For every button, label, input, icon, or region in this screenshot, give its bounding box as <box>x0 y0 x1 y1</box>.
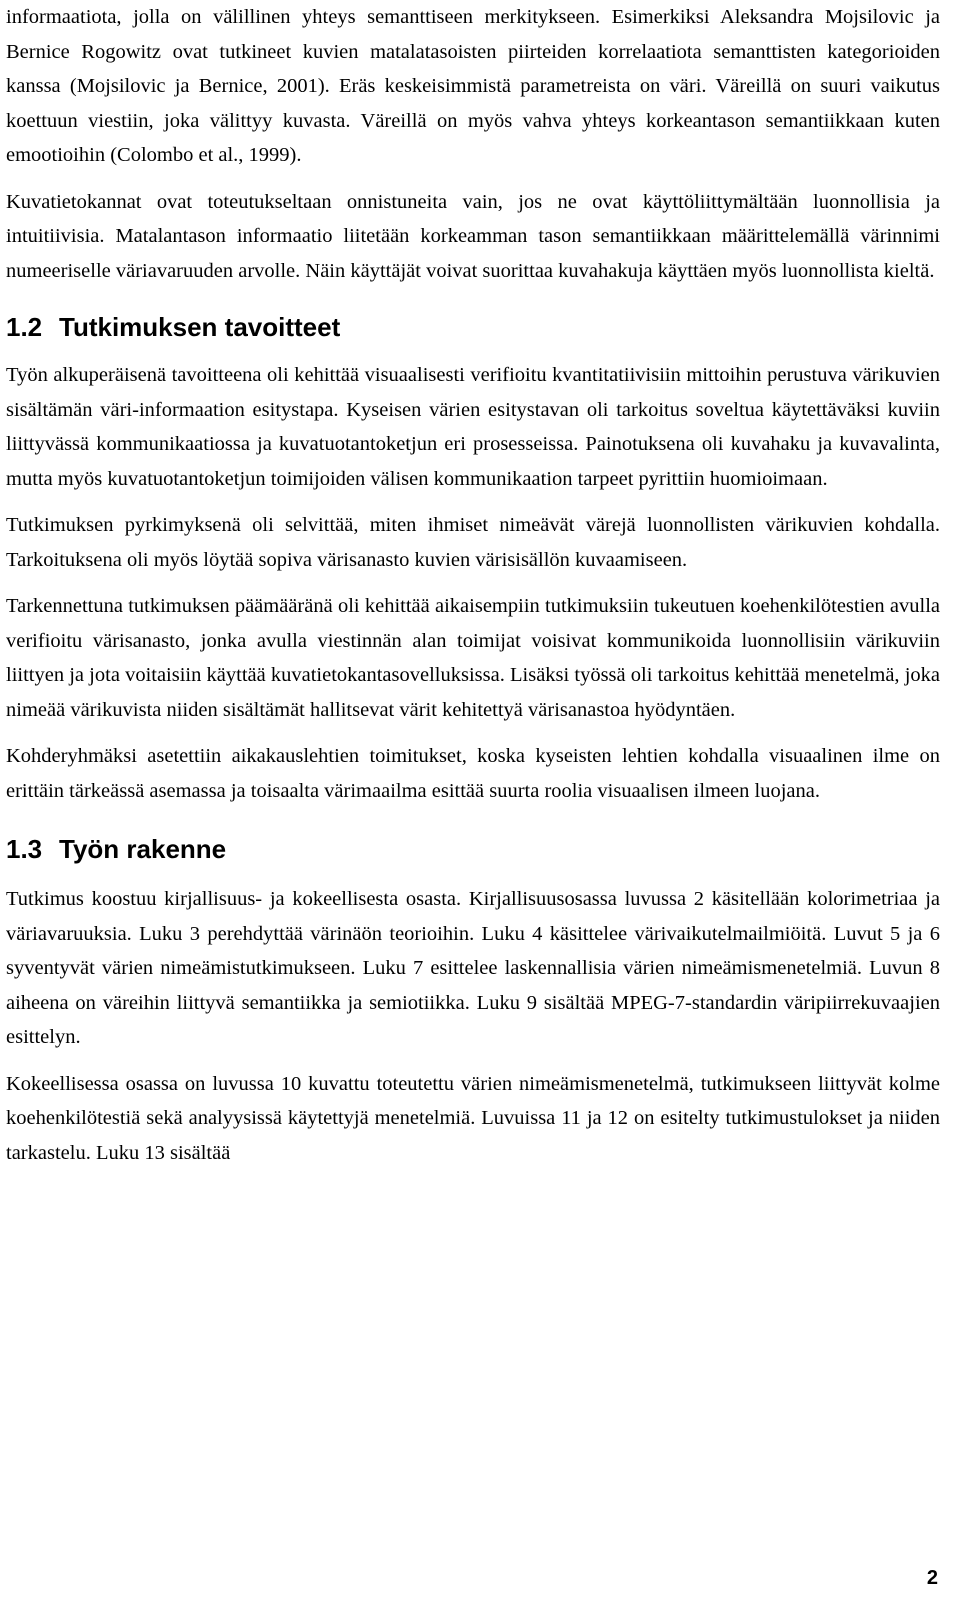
section-heading-goals <box>6 310 940 344</box>
paragraph-structure-experimental: Kokeellisessa osassa on luvussa 10 kuvattu toteutettu värien nimeämismenetelmä, tutkimukseen liittyvät kolme koehenkilötestiä sekä analyysissä käytettyjä menetelmiä. Luvuissa 11 ja 12 on esitelty tutkimustulokset ja niiden tarkastelu. Luku 13 sisältää <box>6 1072 940 1164</box>
paragraph-goals-original: Työn alkuperäisenä tavoitteena oli kehittää visuaalisesti verifioitu kvantitatiivisiin mittoihin perustuva värikuvien sisältämän väri-informaation esitystapa. Kyseisen värien esitystavan oli tarkoitus soveltua käytettäväksi kuviin liittyvässä kommunikaatiossa ja kuvatuotantoketjun eri prosesseissa. Painotuksena oli kuvahaku ja kuvavalinta, mutta myös kuvatuotantoketjun toimijoiden välisen kommunikaation tarpeet pyrittiin huomioimaan. <box>6 364 940 490</box>
document-page <box>6 0 940 1170</box>
section-heading-structure <box>6 832 940 866</box>
paragraph-goals-refined: Tarkennettuna tutkimuksen päämääränä oli kehittää aikaisempiin tutkimuksiin tukeutuen koehenkilötestien avulla verifioitu värisanasto, jonka avulla viestinnän alan toimijat voisivat kommunikoida luonnollisiin värikuviin liittyen ja jota voitaisiin käyttää kuvatietokantasovelluksissa. Lisäksi työssä oli tarkoitus kehittää menetelmä, joka nimeää värikuvista niiden sisältämät hallitsevat värit kehitettyä värisanastoa hyödyntäen. <box>6 595 940 721</box>
section-title: Työn rakenne <box>59 834 227 864</box>
paragraph-intro: informaatiota, jolla on välillinen yhteys semanttiseen merkitykseen. Esimerkiksi Aleksandra Mojsilovic ja Bernice Rogowitz ovat tutkineet kuvien matalatasoisten piirteiden korrelaatiota semanttisten kategorioiden kanssa (Mojsilovic ja Bernice, 2001). Eräs keskeisimmistä parametreista on väri. Väreillä on suuri vaikutus koettuun viestiin, joka välittyy kuvasta. Väreillä on myös vahva yhteys korkeantason semantiikkaan kuten emootioihin (Colombo et al., 1999). <box>6 6 940 166</box>
paragraph-image-databases: Kuvatietokannat ovat toteutukseltaan onnistuneita vain, jos ne ovat käyttöliittymältään luonnollisia ja intuitiivisia. Matalantason informaatio liitetään korkeamman tason semantiikkaan määrittelemällä värinnimi numeeriselle väriavaruuden arvolle. Näin käyttäjät voivat suorittaa kuvahakuja käyttäen myös luonnollista kieltä. <box>6 190 940 282</box>
section-title: Tutkimuksen tavoitteet <box>59 312 341 342</box>
paragraph-goals-aim: Tutkimuksen pyrkimyksenä oli selvittää, miten ihmiset nimeävät värejä luonnollisten värikuvien kohdalla. Tarkoituksena oli myös löytää sopiva värisanasto kuvien värisisällön kuvaamiseen. <box>6 514 940 571</box>
paragraph-structure-literature: Tutkimus koostuu kirjallisuus- ja kokeellisesta osasta. Kirjallisuusosassa luvussa 2 käsitellään kolorimetriaa ja väriavaruuksia. Luku 3 perehdyttää värinäön teorioihin. Luku 4 käsittelee värivaikutelmailmiöitä. Luvut 5 ja 6 syventyvät värien nimeämistutkimukseen. Luku 7 esittelee laskennallisia värien nimeämismenetelmiä. Luvun 8 aiheena on väreihin liittyvä semantiikka ja semiotiikka. Luku 9 sisältää MPEG-7-standardin väripiirrekuvaajien esittelyn. <box>6 888 940 1048</box>
section-number: 1.2 <box>6 312 43 342</box>
section-number: 1.3 <box>6 834 43 864</box>
page-number: 2 <box>926 1567 938 1589</box>
paragraph-goals-target-group: Kohderyhmäksi asetettiin aikakauslehtien toimitukset, koska kyseisten lehtien kohdalla visuaalinen ilme on erittäin tärkeässä asemassa ja toisaalta värimaailma esittää suurta roolia visuaalisen ilmeen luojana. <box>6 745 940 802</box>
